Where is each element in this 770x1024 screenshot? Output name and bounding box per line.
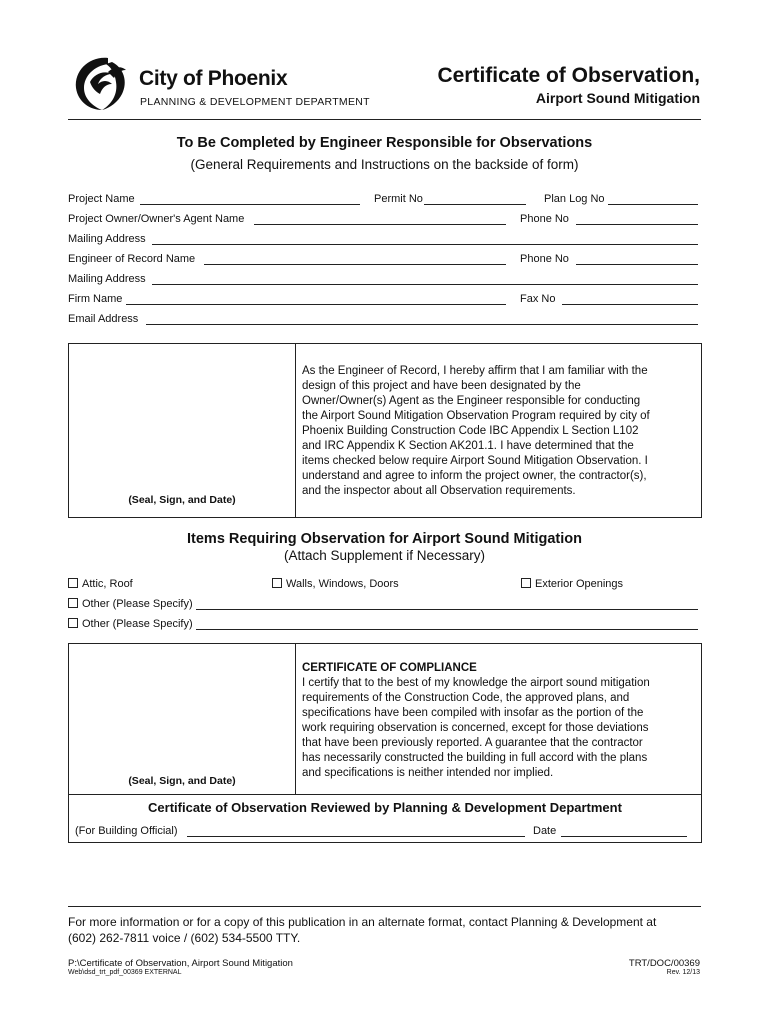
compliance-line: that have been previously reported. A guarantee that the contractor xyxy=(302,737,643,749)
mailing-address-label-1: Mailing Address xyxy=(68,233,146,245)
other-checkbox-2[interactable] xyxy=(68,618,78,628)
web-reference: Web\dsd_trt_pdf_00369 EXTERNAL xyxy=(68,969,182,976)
review-divider xyxy=(69,794,701,795)
compliance-box xyxy=(68,643,702,843)
walls-windows-doors-option[interactable] xyxy=(272,577,399,591)
items-heading: Items Requiring Observation for Airport Sound Mitigation xyxy=(187,531,582,547)
department-name: PLANNING & DEVELOPMENT DEPARTMENT xyxy=(140,96,370,108)
affirmation-line: the Airport Sound Mitigation Observation Program required by city of xyxy=(302,410,650,422)
header-divider xyxy=(68,119,701,120)
mailing-address-field-2[interactable] xyxy=(152,284,698,285)
section-heading: To Be Completed by Engineer Responsible for Observations xyxy=(176,135,593,151)
other-label-2: Other (Please Specify) xyxy=(82,618,193,630)
affirmation-line: and IRC Appendix K Section AK201.1. I have determined that the xyxy=(302,440,634,452)
walls-windows-doors-label: Walls, Windows, Doors xyxy=(286,578,399,590)
firm-name-label: Firm Name xyxy=(68,293,123,305)
other-field-2[interactable] xyxy=(196,629,698,630)
date-label: Date xyxy=(533,825,557,837)
section-note: (General Requirements and Instructions on the backside of form) xyxy=(190,157,579,172)
compliance-line: work requiring observation is concerned, except for those deviations xyxy=(302,722,649,734)
building-official-label: (For Building Official) xyxy=(75,825,178,837)
affirmation-text xyxy=(302,364,700,499)
footer-info xyxy=(68,914,700,946)
affirmation-line: and the inspector about all Observation requirements. xyxy=(302,485,576,497)
affirmation-line: understand and agree to inform the project owner, the contractor(s), xyxy=(302,470,647,482)
other-field-1[interactable] xyxy=(196,609,698,610)
affirmation-line: Phoenix Building Construction Code IBC Appendix L Section L102 xyxy=(302,425,639,437)
compliance-seal-label: (Seal, Sign, and Date) xyxy=(128,775,236,787)
other-option-1[interactable] xyxy=(68,597,193,611)
other-checkbox-1[interactable] xyxy=(68,598,78,608)
doc-code: TRT/DOC/00369 xyxy=(628,958,700,969)
row-mailing-2 xyxy=(68,272,698,286)
attic-roof-checkbox[interactable] xyxy=(68,578,78,588)
phoenix-logo-icon xyxy=(68,52,130,114)
affirmation-box xyxy=(68,343,702,518)
phone-no-label-1: Phone No xyxy=(520,213,569,225)
row-engineer xyxy=(68,252,698,266)
exterior-openings-label: Exterior Openings xyxy=(535,578,624,590)
exterior-openings-checkbox[interactable] xyxy=(521,578,531,588)
mailing-address-field-1[interactable] xyxy=(152,244,698,245)
affirmation-line: design of this project and have been designated by the xyxy=(302,380,581,392)
city-name: City of Phoenix xyxy=(139,67,288,90)
row-firm xyxy=(68,292,698,306)
walls-windows-doors-checkbox[interactable] xyxy=(272,578,282,588)
review-heading: Certificate of Observation Reviewed by Planning & Development Department xyxy=(148,800,622,815)
footer-divider xyxy=(68,906,701,907)
owner-agent-field[interactable] xyxy=(254,224,506,225)
row-owner xyxy=(68,212,698,226)
row-other-2 xyxy=(68,617,698,631)
phone-no-field-2[interactable] xyxy=(576,264,698,265)
affirmation-divider xyxy=(295,344,296,517)
engineer-name-field[interactable] xyxy=(204,264,506,265)
compliance-line: I certify that to the best of my knowledge the airport sound mitigation xyxy=(302,677,650,689)
other-option-2[interactable] xyxy=(68,617,193,631)
plan-log-no-label: Plan Log No xyxy=(544,193,605,205)
footer-info-line: For more information or for a copy of this publication in an alternate format, contact Planning & Development at xyxy=(68,915,657,929)
fax-no-field[interactable] xyxy=(562,304,698,305)
row-email xyxy=(68,312,698,326)
compliance-divider xyxy=(295,644,296,794)
file-path: P:\Certificate of Observation, Airport Sound Mitigation xyxy=(68,958,293,969)
compliance-line: requirements of the Construction Code, the approved plans, and xyxy=(302,692,630,704)
compliance-line: specifications have been compiled with insofar as the portion of the xyxy=(302,707,644,719)
date-field[interactable] xyxy=(561,836,687,837)
compliance-heading: CERTIFICATE OF COMPLIANCE xyxy=(302,662,477,674)
row-project xyxy=(68,192,698,206)
other-label-1: Other (Please Specify) xyxy=(82,598,193,610)
items-subheading: (Attach Supplement if Necessary) xyxy=(283,548,486,563)
attic-roof-option[interactable] xyxy=(68,577,133,591)
affirmation-line: items checked below require Airport Sound Mitigation Observation. I xyxy=(302,455,648,467)
form-title: Certificate of Observation, xyxy=(437,64,700,87)
owner-agent-label: Project Owner/Owner's Agent Name xyxy=(68,213,245,225)
row-items-checks xyxy=(68,577,698,591)
email-address-field[interactable] xyxy=(146,324,698,325)
phone-no-field-1[interactable] xyxy=(576,224,698,225)
footer-info-line: (602) 262-7811 voice / (602) 534-5500 TTY. xyxy=(68,931,301,945)
project-name-label: Project Name xyxy=(68,193,135,205)
firm-name-field[interactable] xyxy=(126,304,506,305)
compliance-line: has necessarily constructed the building in full accord with the plans xyxy=(302,752,648,764)
affirmation-line: Owner/Owner(s) Agent as the Engineer responsible for conducting xyxy=(302,395,641,407)
revision: Rev. 12/13 xyxy=(666,969,700,976)
affirmation-line: As the Engineer of Record, I hereby affirm that I am familiar with the xyxy=(302,365,648,377)
compliance-line: and specifications is neither intended nor implied. xyxy=(302,767,554,779)
exterior-openings-option[interactable] xyxy=(521,577,623,591)
building-official-field[interactable] xyxy=(187,836,525,837)
plan-log-no-field[interactable] xyxy=(608,204,698,205)
row-mailing-1 xyxy=(68,232,698,246)
compliance-text xyxy=(302,661,700,781)
email-address-label: Email Address xyxy=(68,313,139,325)
review-row xyxy=(75,824,695,838)
form-subtitle: Airport Sound Mitigation xyxy=(535,90,700,106)
fax-no-label: Fax No xyxy=(520,293,556,305)
project-name-field[interactable] xyxy=(140,204,360,205)
permit-no-field[interactable] xyxy=(424,204,526,205)
phone-no-label-2: Phone No xyxy=(520,253,569,265)
row-other-1 xyxy=(68,597,698,611)
attic-roof-label: Attic, Roof xyxy=(82,578,133,590)
affirmation-seal-label: (Seal, Sign, and Date) xyxy=(128,494,236,506)
mailing-address-label-2: Mailing Address xyxy=(68,273,146,285)
engineer-name-label: Engineer of Record Name xyxy=(68,253,196,265)
permit-no-label: Permit No xyxy=(374,193,423,205)
